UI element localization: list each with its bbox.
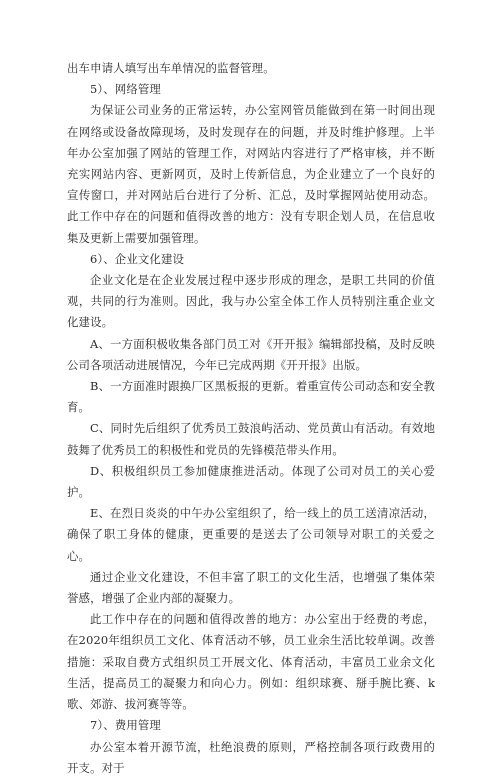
paragraph-network: 为保证公司业务的正常运转，办公室网管员能做到在第一时间出现在网络或设备故障现场，及时发现存在的问题，并及时维护修理。上半年办公室加强了网站的管理工作，对网站内容进行了严格审核，并不断充实网站内容、更新网页，及时上传新信息，为企业建立了一个良好的宣传窗口，并对网站后台进行了分析、汇总，及时掌握网站使用动态。此工作中存在的问题和值得改善的地方：没有专职企划人员，在信息收集及更新上需要加强管理。: [67, 103, 435, 245]
paragraph-item-c: C、同时先后组织了优秀员工鼓浪屿活动、党员黄山有活动。有效地鼓舞了优秀员工的积极性和党员的先锋模范带头作用。: [67, 421, 435, 457]
paragraph-culture-issues: 此工作中存在的问题和值得改善的地方：办公室出于经费的考虑，在2020年组织员工文化、体育活动不够，员工业余生活比较单调。改善措施：采取自费方式组织员工开展文化、体育活动，丰富员工业余文化生活，提高员工的凝聚力和向心力。例如：组织球赛、掰手腕比赛、k歌、郊游、拔河赛等等。: [67, 612, 435, 712]
paragraph-item-d: D、积极组织员工参加健康推进活动。体现了公司对员工的关心爱护。: [67, 463, 435, 500]
paragraph-item-e: E、在烈日炎炎的中午办公室组织了，给一线上的员工送清凉活动，确保了职工身体的健康，更重要的是送去了公司领导对职工的关爱之心。: [67, 506, 435, 563]
paragraph-culture-summary: 通过企业文化建设，不但丰富了职工的文化生活，也增强了集体荣誉感，增强了企业内部的凝聚力。: [67, 569, 435, 606]
paragraph-culture-intro: 企业文化是在企业发展过程中逐步形成的理念，是职工共同的价值观，共同的行为准则。因此，我与办公室全体工作人员特别注重企业文化建设。: [67, 273, 435, 330]
section-heading-culture: 6）、企业文化建设: [90, 251, 185, 266]
document-body: [67, 58, 435, 779]
paragraph-expenses: 办公室本着开源节流，杜绝浪费的原则，严格控制各项行政费用的开支。对于: [67, 739, 435, 775]
section-heading-network: 5）、网络管理: [90, 82, 161, 97]
paragraph-item-b: B、一方面准时跟换厂区黑板报的更新。着重宣传公司动态和安全教育。: [67, 379, 435, 415]
section-heading-expenses: 7）、费用管理: [90, 718, 161, 733]
paragraph-continuation: 出车申请人填写出车单情况的监督管理。: [67, 61, 275, 75]
paragraph-item-a: A、一方面积极收集各部门员工对《开开报》编辑部投稿，及时反映公司各项活动进展情况，今年已完成两期《开开报》出版。: [67, 336, 435, 372]
